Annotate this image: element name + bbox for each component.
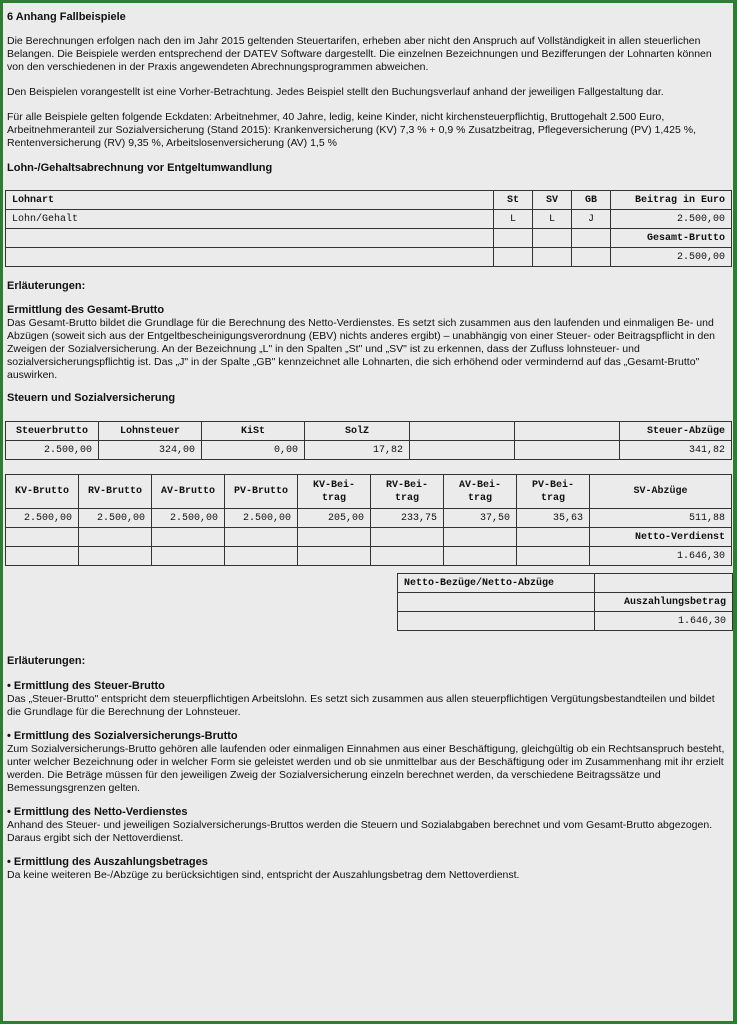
cell-gb: J: [572, 210, 611, 229]
cell-beitrag: 2.500,00: [611, 210, 732, 229]
cell-lohnart: Lohn/Gehalt: [6, 210, 494, 229]
header-av-beitrag: AV-Bei- trag: [444, 475, 517, 509]
value-rv-beitrag: 233,75: [371, 509, 444, 528]
auszahlungsbetrag-label: Auszahlungsbetrag: [595, 593, 733, 612]
header-solz: SolZ: [305, 422, 410, 441]
gesamt-brutto-label: Gesamt-Brutto: [611, 229, 732, 248]
table-row: [398, 593, 733, 612]
value-steuerbrutto: 2.500,00: [6, 441, 99, 460]
item-text-steuer-brutto: Das „Steuer-Brutto" entspricht dem steuerpflichtigen Arbeitslohn. Es setzt sich zusammen aus allen steuerpflichtigen Vergütungsbestandteilen und bildet die Grundlage für die Berechnung der Lohnsteuer.: [7, 693, 715, 718]
sv-table: [5, 474, 732, 566]
table-row: [6, 441, 732, 460]
erlaeuterungen-label-1: Erläuterungen:: [7, 280, 86, 292]
value-sv-abzuege: 511,88: [590, 509, 732, 528]
item-title-sv-brutto: • Ermittlung des Sozialversicherungs-Brutto: [7, 730, 727, 743]
item-text-netto-verdienst: Anhand des Steuer- und jeweiligen Sozialversicherungs-Bruttos werden die Steuern und Sozialabgaben berechnet und vom Gesamt-Brutto abgezogen. Daraus ergibt sich der Nettoverdienst.: [7, 819, 713, 844]
auszahlungsbetrag-value: 1.646,30: [595, 612, 733, 631]
erlaeuterungen-label-2: Erläuterungen:: [7, 655, 86, 667]
value-av-brutto: 2.500,00: [152, 509, 225, 528]
section-title-steuern: Steuern und Sozialversicherung: [7, 392, 176, 404]
table-row: [6, 248, 732, 267]
gesamt-brutto-value: 2.500,00: [611, 248, 732, 267]
header-rv-brutto: RV-Brutto: [79, 475, 152, 509]
table-row: [6, 191, 732, 210]
auszahlung-table: [397, 573, 733, 631]
netto-verdienst-label: Netto-Verdienst: [590, 528, 732, 547]
value-lohnsteuer: 324,00: [99, 441, 202, 460]
intro-paragraph-1: Die Berechnungen erfolgen nach den im Jahr 2015 geltenden Steuertarifen, erheben aber nicht den Anspruch auf Vollständigkeit in allen steuerlichen Belangen. Die Beispiele werden entsprechend der DATEV Software dargestellt. Die einzelnen Bezeichnungen und Bezifferungen der Lohnarten können von den verschiedenen in der Praxis angewendeten Abrechnungsprogrammen abweichen.: [7, 35, 712, 73]
header-beitrag: Beitrag in Euro: [611, 191, 732, 210]
item-text-sv-brutto: Zum Sozialversicherungs-Brutto gehören alle laufenden oder einmaligen Einnahmen aus einer Beschäftigung, gleichgültig ob ein Rechtsanspruch besteht, unter welcher Bezeichnung oder in welcher Form sie geleistet werden und ob sie unmittelbar aus der Beschäftigung oder im Zusammenhang mit ihr erzielt werden. Die Beträge müssen für den jeweiligen Zweig der Sozialversicherung einzeln berechnet werden, da verschiedene Beitragssätze und Bemessungsgrenzen gelten.: [7, 743, 725, 794]
table-row: [6, 210, 732, 229]
value-pv-beitrag: 35,63: [517, 509, 590, 528]
header-netto-bezuege: Netto-Bezüge/Netto-Abzüge: [398, 574, 595, 593]
header-kist: KiSt: [202, 422, 305, 441]
item-title-auszahlung: • Ermittlung des Auszahlungsbetrages: [7, 856, 727, 869]
table-row: [398, 612, 733, 631]
header-pv-brutto: PV-Brutto: [225, 475, 298, 509]
intro-paragraph-2: Den Beispielen vorangestellt ist eine Vorher-Betrachtung. Jedes Beispiel stellt den Buchungsverlauf anhand der jeweiligen Fallgestaltung dar.: [7, 86, 664, 98]
header-rv-beitrag: RV-Bei- trag: [371, 475, 444, 509]
table-row: [6, 528, 732, 547]
header-gb: GB: [572, 191, 611, 210]
value-kv-beitrag: 205,00: [298, 509, 371, 528]
header-kv-beitrag: KV-Bei- trag: [298, 475, 371, 509]
value-rv-brutto: 2.500,00: [79, 509, 152, 528]
header-av-brutto: AV-Brutto: [152, 475, 225, 509]
page-heading: 6 Anhang Fallbeispiele: [7, 11, 126, 23]
erm-gesamt-brutto-text: Das Gesamt-Brutto bildet die Grundlage für die Berechnung des Netto-Verdienstes. Es setzt sich zusammen aus den laufenden und einmaligen Be- und Abzügen (soweit sich aus der Entgeltbescheinigungsverordnung (EBV) nichts anderes ergibt) – unabhängig von einer Steuer- oder Beitragspflicht in den Zweigen der Sozialversicherung. An der Bezeichnung „L" in den Spalten „St" und „SV" ist zu erkennen, dass der Zufluss lohnsteuer- und sozialversicherungspflichtig ist. Das „J" in der Spalte „GB" kennzeichnet alle Lohnarten, die sich erhöhend oder vermindernd auf das „Gesamt-Brutto" auswirken.: [7, 317, 716, 381]
value-av-beitrag: 37,50: [444, 509, 517, 528]
netto-verdienst-value: 1.646,30: [590, 547, 732, 566]
table-row: [6, 509, 732, 528]
item-title-steuer-brutto: • Ermittlung des Steuer-Brutto: [7, 680, 727, 693]
header-sv-abzuege: SV-Abzüge: [590, 475, 732, 509]
erm-gesamt-brutto-title: Ermittlung des Gesamt-Brutto: [7, 304, 165, 316]
steuer-table: [5, 421, 732, 460]
value-kv-brutto: 2.500,00: [6, 509, 79, 528]
lohnart-table: [5, 190, 732, 267]
item-text-auszahlung: Da keine weiteren Be-/Abzüge zu berücksichtigen sind, entspricht der Auszahlungsbetrag dem Nettoverdienst.: [7, 869, 520, 881]
header-lohnart: Lohnart: [6, 191, 494, 210]
table-row: [6, 422, 732, 441]
table-row: [398, 574, 733, 593]
cell-st: L: [494, 210, 533, 229]
value-kist: 0,00: [202, 441, 305, 460]
header-sv: SV: [533, 191, 572, 210]
table-row: [6, 547, 732, 566]
cell-sv: L: [533, 210, 572, 229]
item-title-netto-verdienst: • Ermittlung des Netto-Verdienstes: [7, 806, 727, 819]
table-row: [6, 475, 732, 509]
header-kv-brutto: KV-Brutto: [6, 475, 79, 509]
header-pv-beitrag: PV-Bei- trag: [517, 475, 590, 509]
value-solz: 17,82: [305, 441, 410, 460]
value-pv-brutto: 2.500,00: [225, 509, 298, 528]
header-steuerbrutto: Steuerbrutto: [6, 422, 99, 441]
header-lohnsteuer: Lohnsteuer: [99, 422, 202, 441]
header-st: St: [494, 191, 533, 210]
intro-paragraph-3: Für alle Beispiele gelten folgende Eckdaten: Arbeitnehmer, 40 Jahre, ledig, keine Kinder, nicht kirchensteuerpflichtig, Bruttogehalt 2.500 Euro, Arbeitnehmeranteil zur Sozialversicherung (Stand 2015): Krankenversicherung (KV) 7,3 % + 0,9 % Zusatzbeitrag, Pflegeversicherung (PV) 1,425 %, Rentenversicherung (RV) 9,35 %, Arbeitslosenversicherung (AV) 1,5 %: [7, 111, 696, 149]
section-title-lohnabrechnung: Lohn-/Gehaltsabrechnung vor Entgeltumwandlung: [7, 162, 273, 174]
value-steuer-abzuege: 341,82: [620, 441, 732, 460]
table-row: [6, 229, 732, 248]
document-page: [3, 3, 733, 1021]
header-steuer-abzuege: Steuer-Abzüge: [620, 422, 732, 441]
